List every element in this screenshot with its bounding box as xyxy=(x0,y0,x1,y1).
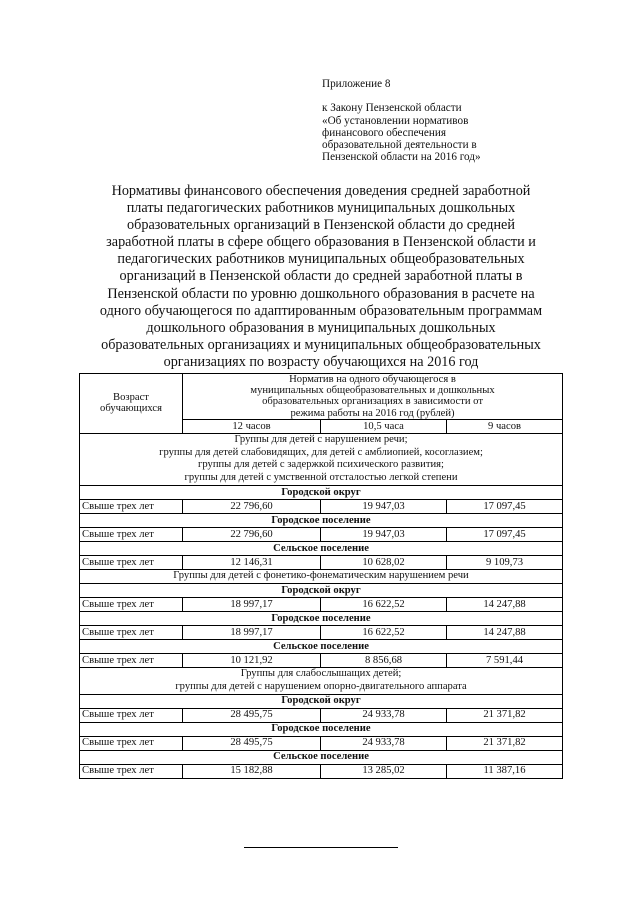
group-title-line: Группы для детей с фонетико-фонематическим нарушением речи xyxy=(173,570,469,582)
group-title-line: Группы для детей с нарушением речи; xyxy=(234,433,408,445)
section-row xyxy=(80,750,563,764)
value-cell: 8 856,68 xyxy=(321,654,447,668)
section-title: Городское поселение xyxy=(80,722,563,736)
table-header-row xyxy=(80,374,563,420)
age-cell: Свыше трех лет xyxy=(80,528,183,542)
title-line: педагогических работников муниципальных общеобразовательных xyxy=(117,251,525,268)
value-cell: 19 947,03 xyxy=(321,500,447,514)
footnote-divider xyxy=(244,847,398,848)
value-cell: 18 997,17 xyxy=(183,626,321,640)
table-row xyxy=(80,708,563,722)
group-title xyxy=(80,668,563,695)
group-title-line: Группы для слабослышащих детей; xyxy=(240,668,402,679)
group-title-row xyxy=(80,433,563,485)
title-line: организациях по возрасту обучающихся на 2016 год xyxy=(163,353,479,370)
value-cell: 22 796,60 xyxy=(183,528,321,542)
col-age-header: Возраст обучающихся xyxy=(80,374,183,434)
section-row xyxy=(80,722,563,736)
table-row xyxy=(80,598,563,612)
table-row xyxy=(80,626,563,640)
group-title-line: группы для детей слабовидящих, для детей с амблиопией, косоглазием; xyxy=(159,446,483,458)
section-title: Сельское поселение xyxy=(80,640,563,654)
age-cell: Свыше трех лет xyxy=(80,626,183,640)
appendix-line: образовательной деятельности в xyxy=(322,139,477,152)
table-row xyxy=(80,528,563,542)
age-cell: Свыше трех лет xyxy=(80,500,183,514)
value-cell: 16 622,52 xyxy=(321,598,447,612)
table-row xyxy=(80,736,563,750)
group-title xyxy=(80,433,563,485)
age-cell: Свыше трех лет xyxy=(80,556,183,570)
value-cell: 18 997,17 xyxy=(183,598,321,612)
section-row xyxy=(80,694,563,708)
value-cell: 14 247,88 xyxy=(447,626,563,640)
title-line: одного обучающегося по адаптированным образовательным программам xyxy=(99,302,543,319)
value-cell: 28 495,75 xyxy=(183,708,321,722)
value-cell: 24 933,78 xyxy=(321,708,447,722)
appendix-line: Пензенской области на 2016 год» xyxy=(322,151,481,164)
table-row xyxy=(80,764,563,778)
section-title: Городское поселение xyxy=(80,612,563,626)
appendix-line: финансового обеспечения xyxy=(322,126,446,139)
value-cell: 21 371,82 xyxy=(447,736,563,750)
title-line: организаций в Пензенской области до средней заработной платы в xyxy=(119,268,523,285)
group-title-line: группы для детей с умственной отсталостью легкой степени xyxy=(184,472,458,484)
group-title-row xyxy=(80,668,563,695)
section-row xyxy=(80,514,563,528)
age-cell: Свыше трех лет xyxy=(80,764,183,778)
age-cell: Свыше трех лет xyxy=(80,736,183,750)
group-title-line: группы для детей с задержкой психического развития; xyxy=(198,459,444,471)
table-row xyxy=(80,556,563,570)
col-norm-header: Норматив на одного обучающегося в муниципальных общеобразовательных и дошкольных образовательных организациях в зависимости от режима работы на 2016 год (рублей) xyxy=(183,374,563,420)
age-cell: Свыше трех лет xyxy=(80,708,183,722)
value-cell: 7 591,44 xyxy=(447,654,563,668)
value-cell: 14 247,88 xyxy=(447,598,563,612)
table-row xyxy=(80,500,563,514)
group-title-row xyxy=(80,570,563,584)
value-cell: 10 121,92 xyxy=(183,654,321,668)
value-cell: 24 933,78 xyxy=(321,736,447,750)
section-title: Городской округ xyxy=(80,486,563,500)
title-line: образовательных организаций в Пензенской области до средней xyxy=(127,217,515,234)
section-title: Городской округ xyxy=(80,584,563,598)
age-cell: Свыше трех лет xyxy=(80,654,183,668)
section-row xyxy=(80,486,563,500)
value-cell: 17 097,45 xyxy=(447,500,563,514)
document-title xyxy=(80,183,562,371)
value-cell: 9 109,73 xyxy=(447,556,563,570)
title-line: платы педагогических работников муниципальных дошкольных xyxy=(126,200,516,217)
title-line: заработной платы в сфере общего образования в Пензенской области и xyxy=(106,234,536,251)
value-cell: 16 622,52 xyxy=(321,626,447,640)
group-title-line: группы для детей с нарушением опорно-двигательного аппарата xyxy=(175,680,467,692)
value-cell: 10 628,02 xyxy=(321,556,447,570)
section-title: Сельское поселение xyxy=(80,542,563,556)
title-line: образовательных организациях и муниципальных общеобразовательных xyxy=(101,336,541,353)
section-title: Городской округ xyxy=(80,694,563,708)
section-row xyxy=(80,584,563,598)
value-cell: 12 146,31 xyxy=(183,556,321,570)
section-title: Городское поселение xyxy=(80,514,563,528)
section-row xyxy=(80,542,563,556)
value-cell: 19 947,03 xyxy=(321,528,447,542)
value-cell: 21 371,82 xyxy=(447,708,563,722)
value-cell: 15 182,88 xyxy=(183,764,321,778)
appendix-number: Приложение 8 xyxy=(322,78,391,90)
appendix-line: к Закону Пензенской области xyxy=(322,102,462,115)
appendix-line: «Об установлении нормативов xyxy=(322,114,469,127)
value-cell: 28 495,75 xyxy=(183,736,321,750)
title-line: Пензенской области по уровню дошкольного образования в расчете на xyxy=(107,285,535,302)
section-title: Сельское поселение xyxy=(80,750,563,764)
section-row xyxy=(80,640,563,654)
title-line: дошкольного образования в муниципальных дошкольных xyxy=(146,319,496,336)
value-cell: 11 387,16 xyxy=(447,764,563,778)
table-row xyxy=(80,654,563,668)
value-cell: 13 285,02 xyxy=(321,764,447,778)
mode-header: 9 часов xyxy=(447,419,563,433)
mode-header: 10,5 часа xyxy=(321,419,447,433)
norms-table xyxy=(79,373,563,779)
title-line: Нормативы финансового обеспечения доведения средней заработной xyxy=(111,183,531,199)
section-row xyxy=(80,612,563,626)
group-title xyxy=(80,570,563,584)
value-cell: 22 796,60 xyxy=(183,500,321,514)
value-cell: 17 097,45 xyxy=(447,528,563,542)
age-cell: Свыше трех лет xyxy=(80,598,183,612)
mode-header: 12 часов xyxy=(183,419,321,433)
appendix-block xyxy=(322,78,622,164)
